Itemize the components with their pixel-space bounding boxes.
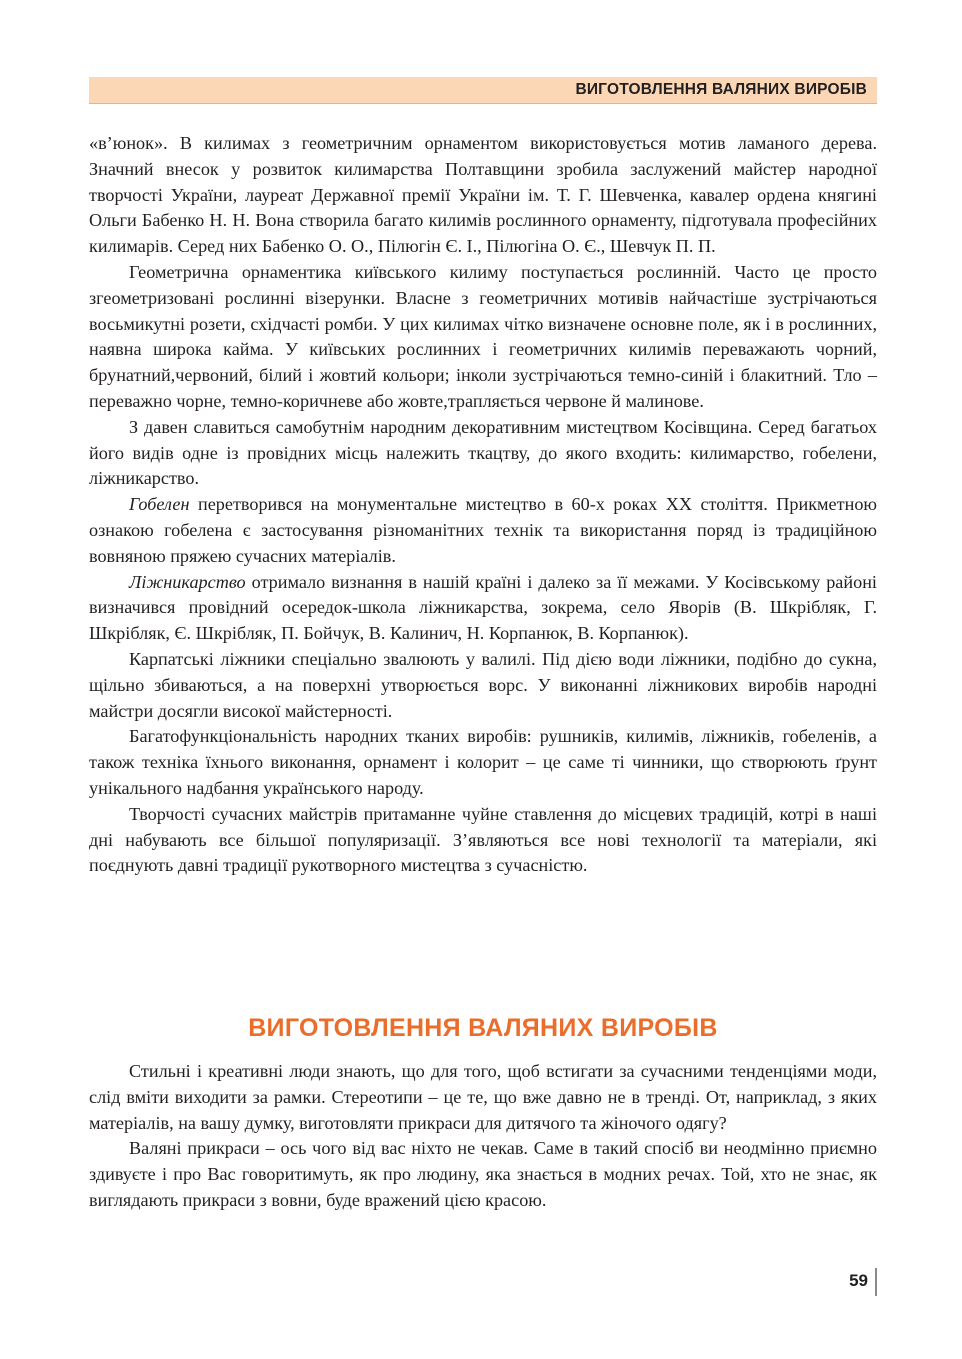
section-text [89, 1059, 877, 1214]
paragraph: Стильні і креативні люди знають, що для того, щоб встигати за сучасними тенденціями моди, слід вміти виходити за рамки. Стереотипи – це те, що вже давно не в тренді. От, наприклад, з яких матеріалів, на вашу думку, виготовляти прикраси для дитячого та жіночого одягу? [89, 1061, 877, 1133]
page-number: 59 [849, 1271, 868, 1290]
paragraph: «в’юнок». В килимах з геометричним орнаментом використовується мотив ламаного дерева. Значний внесок у розвиток килимарства Полтавщини зробила заслужений майстер народної творчості України, лауреат Державної премії України ім. Т. Г. Шевченка, кавалер ордена княгині Ольги Бабенко Н. Н. Вона створила багато килимів рослинного орнаменту, підготувала професійних килимарів. Серед них Бабенко О. О., Пілюгін Є. І., Пілюгіна О. Є., Шевчук П. П. [89, 133, 877, 257]
paragraph: Валяні прикраси – ось чого від вас ніхто не чекав. Саме в такий спосіб ви неодмінно приємно здивуєте і про Вас говоритимуть, як про людину, яка знається в модних речах. Той, хто не знає, як виглядають прикраси з вовни, буде вражений цією красою. [89, 1138, 877, 1210]
body-text [89, 131, 877, 879]
term-lizhnykarstvo: Ліжникарство [129, 571, 246, 592]
page-number-divider [875, 1268, 877, 1296]
section-heading: ВИГОТОВЛЕННЯ ВАЛЯНИХ ВИРОБІВ [248, 1014, 718, 1042]
paragraph-gobelen [89, 492, 877, 569]
paragraph-gobelen-text: перетворився на монументальне мистецтво в 60-х роках ХХ століття. Прикметною ознакою гобелена є застосування різноманітних технік та використання поряд із традиційною вовняною пряжею сучасних матеріалів. [89, 494, 877, 566]
running-header [89, 77, 877, 104]
paragraph-lizhnykarstvo-text: отримало визнання в нашій країні і далеко за її межами. У Косівському районі визначився провідний осередок-школа ліжникарства, зокрема, село Яворів (В. Шкрібляк, Г. Шкрібляк, Є. Шкрібляк, П. Бойчук, В. Калинич, Н. Корпанюк, В. Корпанюк). [89, 571, 877, 644]
running-header-title: ВИГОТОВЛЕННЯ ВАЛЯНИХ ВИРОБІВ [575, 81, 867, 98]
paragraph: Багатофункціональність народних тканих виробів: рушників, килимів, ліжників, гобеленів, а також техніка їхнього виконання, орнамент і колорит – це саме ті чинники, що створюють ґрунт унікального надбання українського народу. [89, 726, 877, 798]
paragraph-lizhnykarstvo [89, 570, 877, 647]
term-gobelen: Гобелен [129, 494, 190, 515]
paragraph: З давен славиться самобутнім народним декоративним мистецтвом Косівщина. Серед багатьох його видів одне із провідних місць належить ткацтву, до якого входить: килимарство, гобелени, ліжникарство. [89, 416, 877, 489]
paragraph: Геометрична орнаментика київського килиму поступається рослинній. Часто це просто згеометризовані рослинні візерунки. Власне з геометричних мотивів найчастіше зустрічаються восьмикутні розети, східчасті ромби. У цих килимах чітко визначене основне поле, як і в рослинних, наявна широка кайма. У київських рослинних і геометричних килимів переважають чорний, брунатний,червоний, білий і жовтий кольори; інколи зустрічаються темно-синій і блакитний. Тло – переважно чорне, темно-коричневе або жовте,трапляється червоне й малинове. [89, 261, 877, 411]
paragraph: Творчості сучасних майстрів притаманне чуйне ставлення до місцевих традицій, котрі в наші дні набувають все більшої популяризації. З’являються все нові технології та матеріали, які поєднують давні традиції рукотворного мистецтва з сучасністю. [89, 803, 877, 876]
paragraph: Карпатські ліжники спеціально звалюють у валилі. Під дією води ліжники, подібно до сукна, щільно збиваються, а на поверхні утворюється ворс. У виконанні ліжникових виробів народні майстри досягли високої майстерності. [89, 648, 877, 721]
